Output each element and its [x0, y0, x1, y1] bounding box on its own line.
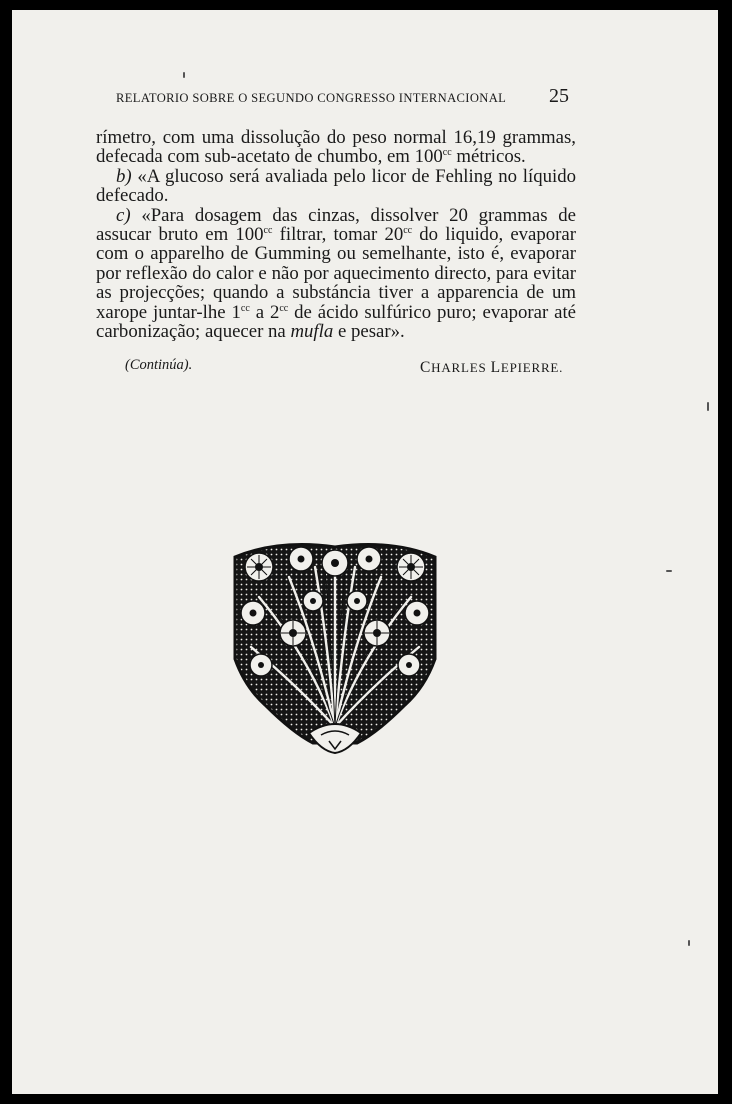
- item-label-b: b): [116, 165, 132, 187]
- paragraph-text: a 2: [249, 301, 280, 323]
- author-signature: CHARLES LEPIERRE.: [420, 359, 564, 376]
- unit-superscript: cc: [240, 302, 250, 314]
- running-head-title: RELATORIO SOBRE O SEGUNDO CONGRESSO INTERNACIONAL: [116, 91, 507, 105]
- paragraph-text: rímetro, com uma dissolução do peso normal 16,19 grammas, defecada com sub-acetato de chumbo, em 100: [96, 127, 576, 168]
- unit-superscript: cc: [403, 225, 413, 237]
- paper-speck: [688, 940, 690, 946]
- running-head: [12, 10, 718, 110]
- paragraph-text: filtrar, tomar 20: [272, 224, 404, 246]
- unit-superscript: cc: [279, 302, 289, 314]
- paragraph-b: [96, 167, 576, 206]
- body-text: [96, 128, 576, 341]
- paragraph-text: do liquido, evaporar com o apparelho de Gumming ou semelhante, isto é, evaporar por reflexão do calor e não por aquecimento directo, para evitar as projecções; quando a substáncia tiver a apparencia de um xarope juntar-lhe 1: [96, 224, 577, 323]
- paper-speck: [183, 72, 185, 78]
- unit-superscript: cc: [442, 147, 452, 159]
- paragraph-text: de ácido sulfúrico puro; evaporar até carbonização; aquecer na: [96, 301, 576, 343]
- paragraph-c: [96, 206, 576, 342]
- paragraph-continuation: [96, 128, 576, 167]
- item-label-c: c): [116, 204, 131, 226]
- paragraph-text: «Para dosagem das cinzas, dissolver 20 grammas de assucar bruto em 100: [96, 204, 576, 246]
- paper-speck: [666, 570, 672, 572]
- paper-speck: [707, 402, 709, 411]
- paragraph-text: métricos.: [451, 146, 526, 168]
- continued-note: (Continúa).: [125, 357, 193, 373]
- paragraph-text: e pesar».: [333, 321, 405, 343]
- paragraph-text: «A glucoso será avaliada pelo licor de Fehling no líquido defecado.: [96, 165, 576, 207]
- book-page: [12, 10, 718, 1094]
- emphasized-word: mufla: [290, 321, 334, 343]
- floral-tailpiece-icon: [229, 537, 441, 757]
- page-number: 25: [549, 85, 569, 107]
- unit-superscript: cc: [263, 225, 273, 237]
